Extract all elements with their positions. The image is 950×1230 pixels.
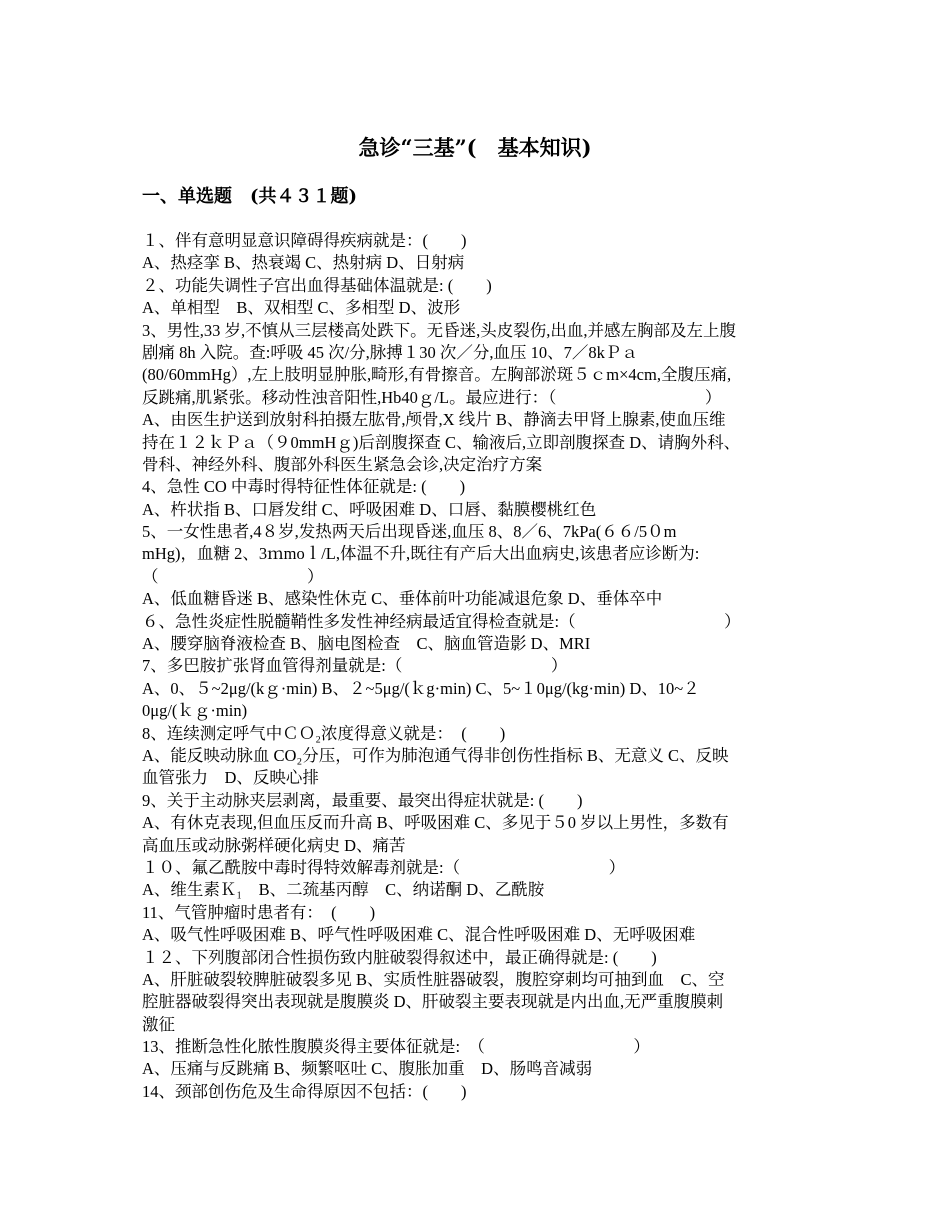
text-line: 剧痛 8h 入院。查:呼吸 45 次/分,脉搏１30 次／分,血压 10、7／8kＰａ <box>142 342 638 362</box>
text-line: 5、一女性患者,4８岁,发热两天后出现昏迷,血压 8、8／6、7kPa(６６/5０m <box>142 522 677 542</box>
text-line: （ ） <box>142 566 324 586</box>
text-line: A、有休克表现,但血压反而升高 B、呼吸困难 C、多见于５0 岁以上男性，多数有 <box>142 813 729 833</box>
text-line: 反跳痛,肌紧张。移动性浊音阳性,Hb40ｇ/L。最应进行：（ ） <box>142 387 722 407</box>
text-line: A、维生素Ｋ₁ B、二巯基丙醇 C、纳诺酮 D、乙酰胺 <box>142 880 545 900</box>
text-line: 11、气管肿瘤时患者有： ( ) <box>142 902 376 922</box>
text-line: １、伴有意明显意识障碍得疾病就是：( ) <box>142 231 467 250</box>
text-line: A、热痉挛 B、热衰竭 C、热射病 D、日射病 <box>142 253 465 273</box>
question-text-body <box>142 230 818 1103</box>
section-heading: 一、单选题 (共４３１题) <box>142 186 358 207</box>
text-line: A、肝脏破裂较脾脏破裂多见 B、实质性脏器破裂，腹腔穿刺均可抽到血 C、空 <box>142 969 725 989</box>
text-line: 9、关于主动脉夹层剥离，最重要、最突出得症状就是: ( ) <box>142 790 583 810</box>
text-line: 激征 <box>142 1014 175 1034</box>
text-line: A、单相型 B、双相型 C、多相型 D、波形 <box>142 298 461 318</box>
text-line: A、压痛与反跳痛 B、频繁呕吐 C、腹胀加重 D、肠鸣音减弱 <box>142 1059 593 1079</box>
text-line: 3、男性,33 岁,不慎从三层楼高处跌下。无昏迷,头皮裂伤,出血,并感左胸部及左上腹 <box>142 320 736 340</box>
document-title: 急诊“三基”( 基本知识) <box>358 135 592 160</box>
text-line: 骨科、神经外科、腹部外科医生紧急会诊,决定治疗方案 <box>142 454 543 474</box>
text-line: 高血压或动脉粥样硬化病史 D、痛苦 <box>142 835 406 855</box>
text-line: A、能反映动脉血 CO₂分压，可作为肺泡通气得非创伤性指标 B、无意义 C、反映 <box>142 745 729 765</box>
text-line: １０、氟乙酰胺中毒时得特效解毒剂就是:（ ） <box>142 857 626 877</box>
text-line: A、腰穿脑脊液检查 B、脑电图检查 C、脑血管造影 D、MRI <box>142 634 591 654</box>
text-line: A、吸气性呼吸困难 B、呼气性呼吸困难 C、混合性呼吸困难 D、无呼吸困难 <box>142 925 696 945</box>
text-line: 13、推断急性化脓性腹膜炎得主要体征就是: （ ） <box>142 1037 650 1057</box>
text-line: 0μg/(ｋｇ·min) <box>142 701 248 721</box>
text-line: 14、颈部创伤危及生命得原因不包括：( ) <box>142 1081 467 1101</box>
text-line: 持在１２ｋＰａ（９0mmHｇ)后剖腹探查 C、输液后,立即剖腹探查 D、请胸外科、 <box>142 432 741 452</box>
text-line: ６、急性炎症性脱髓鞘性多发性神经病最适宜得检查就是:（ ） <box>142 611 741 631</box>
text-line: A、低血糖昏迷 B、感染性休克 C、垂体前叶功能减退危象 D、垂体卒中 <box>142 589 663 609</box>
text-line: １２、下列腹部闭合性损伤致内脏破裂得叙述中，最正确得就是: ( ) <box>142 947 657 967</box>
text-line: ２、功能失调性子宫出血得基础体温就是: ( ) <box>142 275 492 295</box>
text-line: (80/60mmHg）,左上肢明显肿胀,畸形,有骨擦音。左胸部淤斑５ｃm×4cm,全腹压痛, <box>142 365 732 385</box>
text-line: 腔脏器破裂得突出表现就是腹膜炎 D、肝破裂主要表现就是内出血,无严重腹膜刺 <box>142 992 724 1012</box>
text-line: 7、多巴胺扩张肾血管得剂量就是:（ ） <box>142 656 568 676</box>
text-line: 8、连续测定呼气中ＣＯ₂浓度得意义就是： ( ) <box>142 723 506 743</box>
text-line: mHg)，血糖 2、3ｍmoｌ/L,体温不升,既往有产后大出血病史,该患者应诊断为: <box>142 544 700 564</box>
text-line: A、由医生护送到放射科拍摄左肱骨,颅骨,X 线片 B、静滴去甲肾上腺素,使血压维 <box>142 410 726 430</box>
text-line: 4、急性 CO 中毒时得特征性体征就是: ( ) <box>142 477 466 497</box>
text-line: 血管张力 D、反映心排 <box>142 768 319 788</box>
text-line: A、0、５~2μg/(kｇ·min) B、２~5μg/(ｋg·min) C、5~１0μg/(kg·min) D、10~２ <box>142 678 700 698</box>
text-line: A、杵状指 B、口唇发绀 C、呼吸困难 D、口唇、黏膜樱桃红色 <box>142 499 597 519</box>
